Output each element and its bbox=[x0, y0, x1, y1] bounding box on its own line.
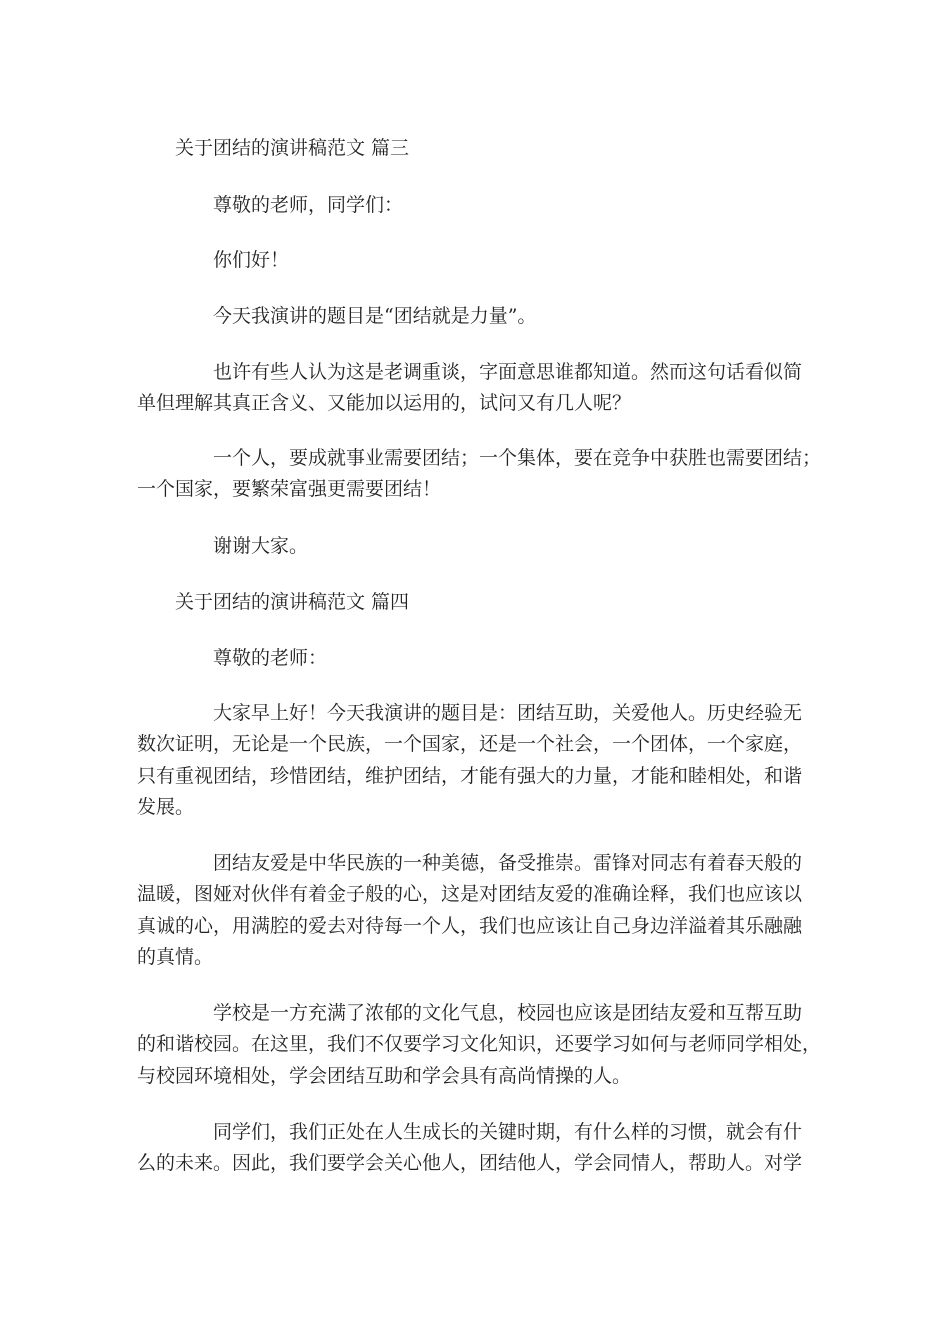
paragraph-line: 单但理解其真正含义、又能加以运用的，试问又有几人呢？ bbox=[137, 392, 632, 414]
paragraph-line: 发展。 bbox=[137, 796, 195, 818]
paragraph-line: 的真情。 bbox=[137, 946, 214, 968]
paragraph-line: 一个人，要成就事业需要团结；一个集体，要在竞争中获胜也需要团结； bbox=[213, 447, 822, 469]
paragraph-line: 温暖，图娅对伙伴有着金子般的心，这是对团结友爱的准确诠释，我们也应该以 bbox=[137, 883, 803, 905]
section-title: 关于团结的演讲稿范文 篇三 bbox=[175, 137, 410, 159]
paragraph-line: 的和谐校园。在这里，我们不仅要学习文化知识，还要学习如何与老师同学相处， bbox=[137, 1033, 822, 1055]
paragraph-line: 一个国家，要繁荣富强更需要团结！ bbox=[137, 478, 442, 500]
paragraph-line: 学校是一方充满了浓郁的文化气息，校园也应该是团结友爱和互帮互助 bbox=[213, 1002, 803, 1024]
paragraph-line: 同学们，我们正处在人生成长的关键时期，有什么样的习惯，就会有什 bbox=[213, 1121, 803, 1143]
topic-line: 今天我演讲的题目是“团结就是力量”。 bbox=[213, 305, 537, 327]
closing-line: 谢谢大家。 bbox=[213, 535, 309, 557]
greeting: 你们好！ bbox=[213, 249, 290, 271]
paragraph-line: 大家早上好！今天我演讲的题目是：团结互助，关爱他人。历史经验无 bbox=[213, 702, 803, 724]
paragraph-line: 也许有些人认为这是老调重谈，字面意思谁都知道。然而这句话看似简 bbox=[213, 361, 803, 383]
salutation: 尊敬的老师，同学们： bbox=[213, 194, 404, 216]
paragraph-line: 么的未来。因此，我们要学会关心他人，团结他人，学会同情人，帮助人。对学 bbox=[137, 1152, 803, 1174]
paragraph-line: 团结友爱是中华民族的一种美德，备受推崇。雷锋对同志有着春天般的 bbox=[213, 852, 803, 874]
paragraph-line: 只有重视团结，珍惜团结，维护团结，才能有强大的力量，才能和睦相处，和谐 bbox=[137, 765, 803, 787]
section-title: 关于团结的演讲稿范文 篇四 bbox=[175, 591, 410, 613]
paragraph-line: 数次证明，无论是一个民族，一个国家，还是一个社会，一个团体，一个家庭， bbox=[137, 733, 803, 755]
paragraph-line: 真诚的心，用满腔的爱去对待每一个人，我们也应该让自己身边洋溢着其乐融融 bbox=[137, 915, 803, 937]
salutation: 尊敬的老师： bbox=[213, 647, 328, 669]
paragraph-line: 与校园环境相处，学会团结互助和学会具有高尚情操的人。 bbox=[137, 1065, 632, 1087]
